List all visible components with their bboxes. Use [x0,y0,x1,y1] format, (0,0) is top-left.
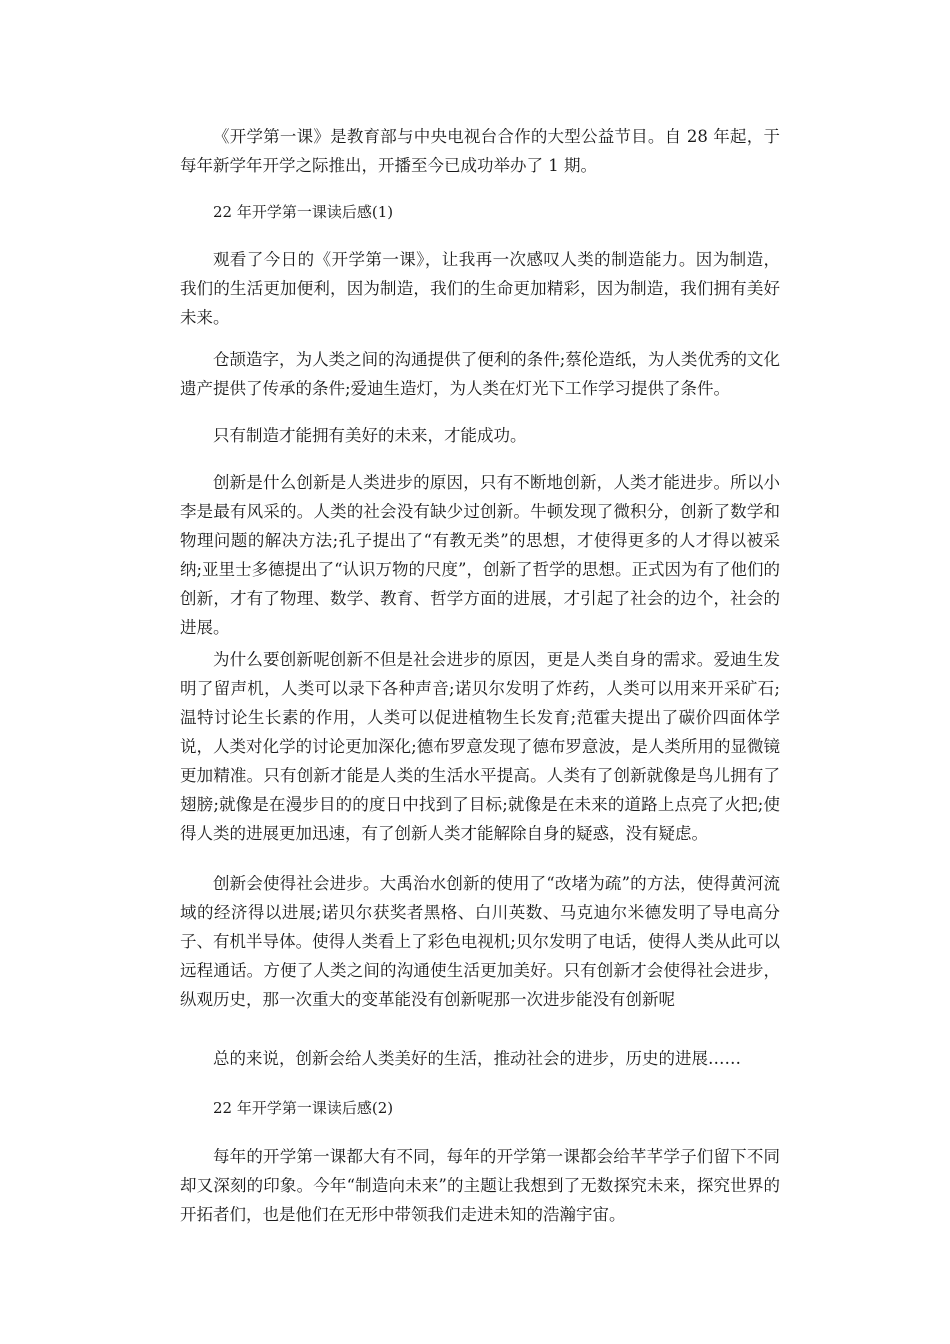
paragraph-8: 每年的开学第一课都大有不同，每年的开学第一课都会给芊芊学子们留下不同却又深刻的印象。今年“制造向未来”的主题让我想到了无数探究未来，探究世界的开拓者们，也是他们在无形中带领我们走进未知的浩瀚宇宙。 [180,1147,780,1224]
paragraph-4: 创新是什么创新是人类进步的原因，只有不断地创新，人类才能进步。所以小李是最有风采的。人类的社会没有缺少过创新。牛顿发现了微积分，创新了数学和物理问题的解决方法;孔子提出了“有教无类”的思想，才使得更多的人才得以被采纳;亚里士多德提出了“认识万物的尺度”，创新了哲学的思想。正式因为有了他们的创新，才有了物理、数学、教育、哲学方面的进展，才引起了社会的边个，社会的进展。 [180,473,780,637]
paragraph-2: 仓颉造字，为人类之间的沟通提供了便利的条件;蔡伦造纸，为人类优秀的文化遗产提供了传承的条件;爱迪生造灯，为人类在灯光下工作学习提供了条件。 [180,350,780,398]
section-heading-2: 22 年开学第一课读后感(2) [213,1099,394,1117]
paragraph-1: 观看了今日的《开学第一课》，让我再一次感叹人类的制造能力。因为制造，我们的生活更加便利，因为制造，我们的生命更加精彩，因为制造，我们拥有美好未来。 [180,250,780,327]
section-heading-1: 22 年开学第一课读后感(1) [213,203,394,221]
paragraph-7: 总的来说，创新会给人类美好的生活，推动社会的进步，历史的进展…… [213,1049,741,1068]
paragraph-6: 创新会使得社会进步。大禹治水创新的使用了“改堵为疏”的方法，使得黄河流域的经济得以进展;诺贝尔获奖者黑格、白川英数、马克迪尔米德发明了导电高分子、有机半导体。使得人类看上了彩色电视机;贝尔发明了电话，使得人类从此可以远程通话。方便了人类之间的沟通使生活更加美好。只有创新才会使得社会进步，纵观历史，那一次重大的变革能没有创新呢那一次进步能没有创新呢 [180,874,780,1009]
paragraph-3: 只有制造才能拥有美好的未来，才能成功。 [213,426,527,445]
paragraph-5: 为什么要创新呢创新不但是社会进步的原因，更是人类自身的需求。爱迪生发明了留声机，人类可以录下各种声音;诺贝尔发明了炸药，人类可以用来开采矿石;温特讨论生长素的作用，人类可以促进植物生长发育;范霍夫提出了碳价四面体学说，人类对化学的讨论更加深化;德布罗意发现了德布罗意波，是人类所用的显微镜更加精准。只有创新才能是人类的生活水平提高。人类有了创新就像是鸟儿拥有了翅膀;就像是在漫步目的的度日中找到了目标;就像是在未来的道路上点亮了火把;使得人类的进展更加迅速，有了创新人类才能解除自身的疑惑，没有疑虑。 [180,650,780,843]
intro-paragraph: 《开学第一课》是教育部与中央电视台合作的大型公益节目。自 28 年起，于每年新学年开学之际推出，开播至今已成功举办了 1 期。 [180,127,780,175]
